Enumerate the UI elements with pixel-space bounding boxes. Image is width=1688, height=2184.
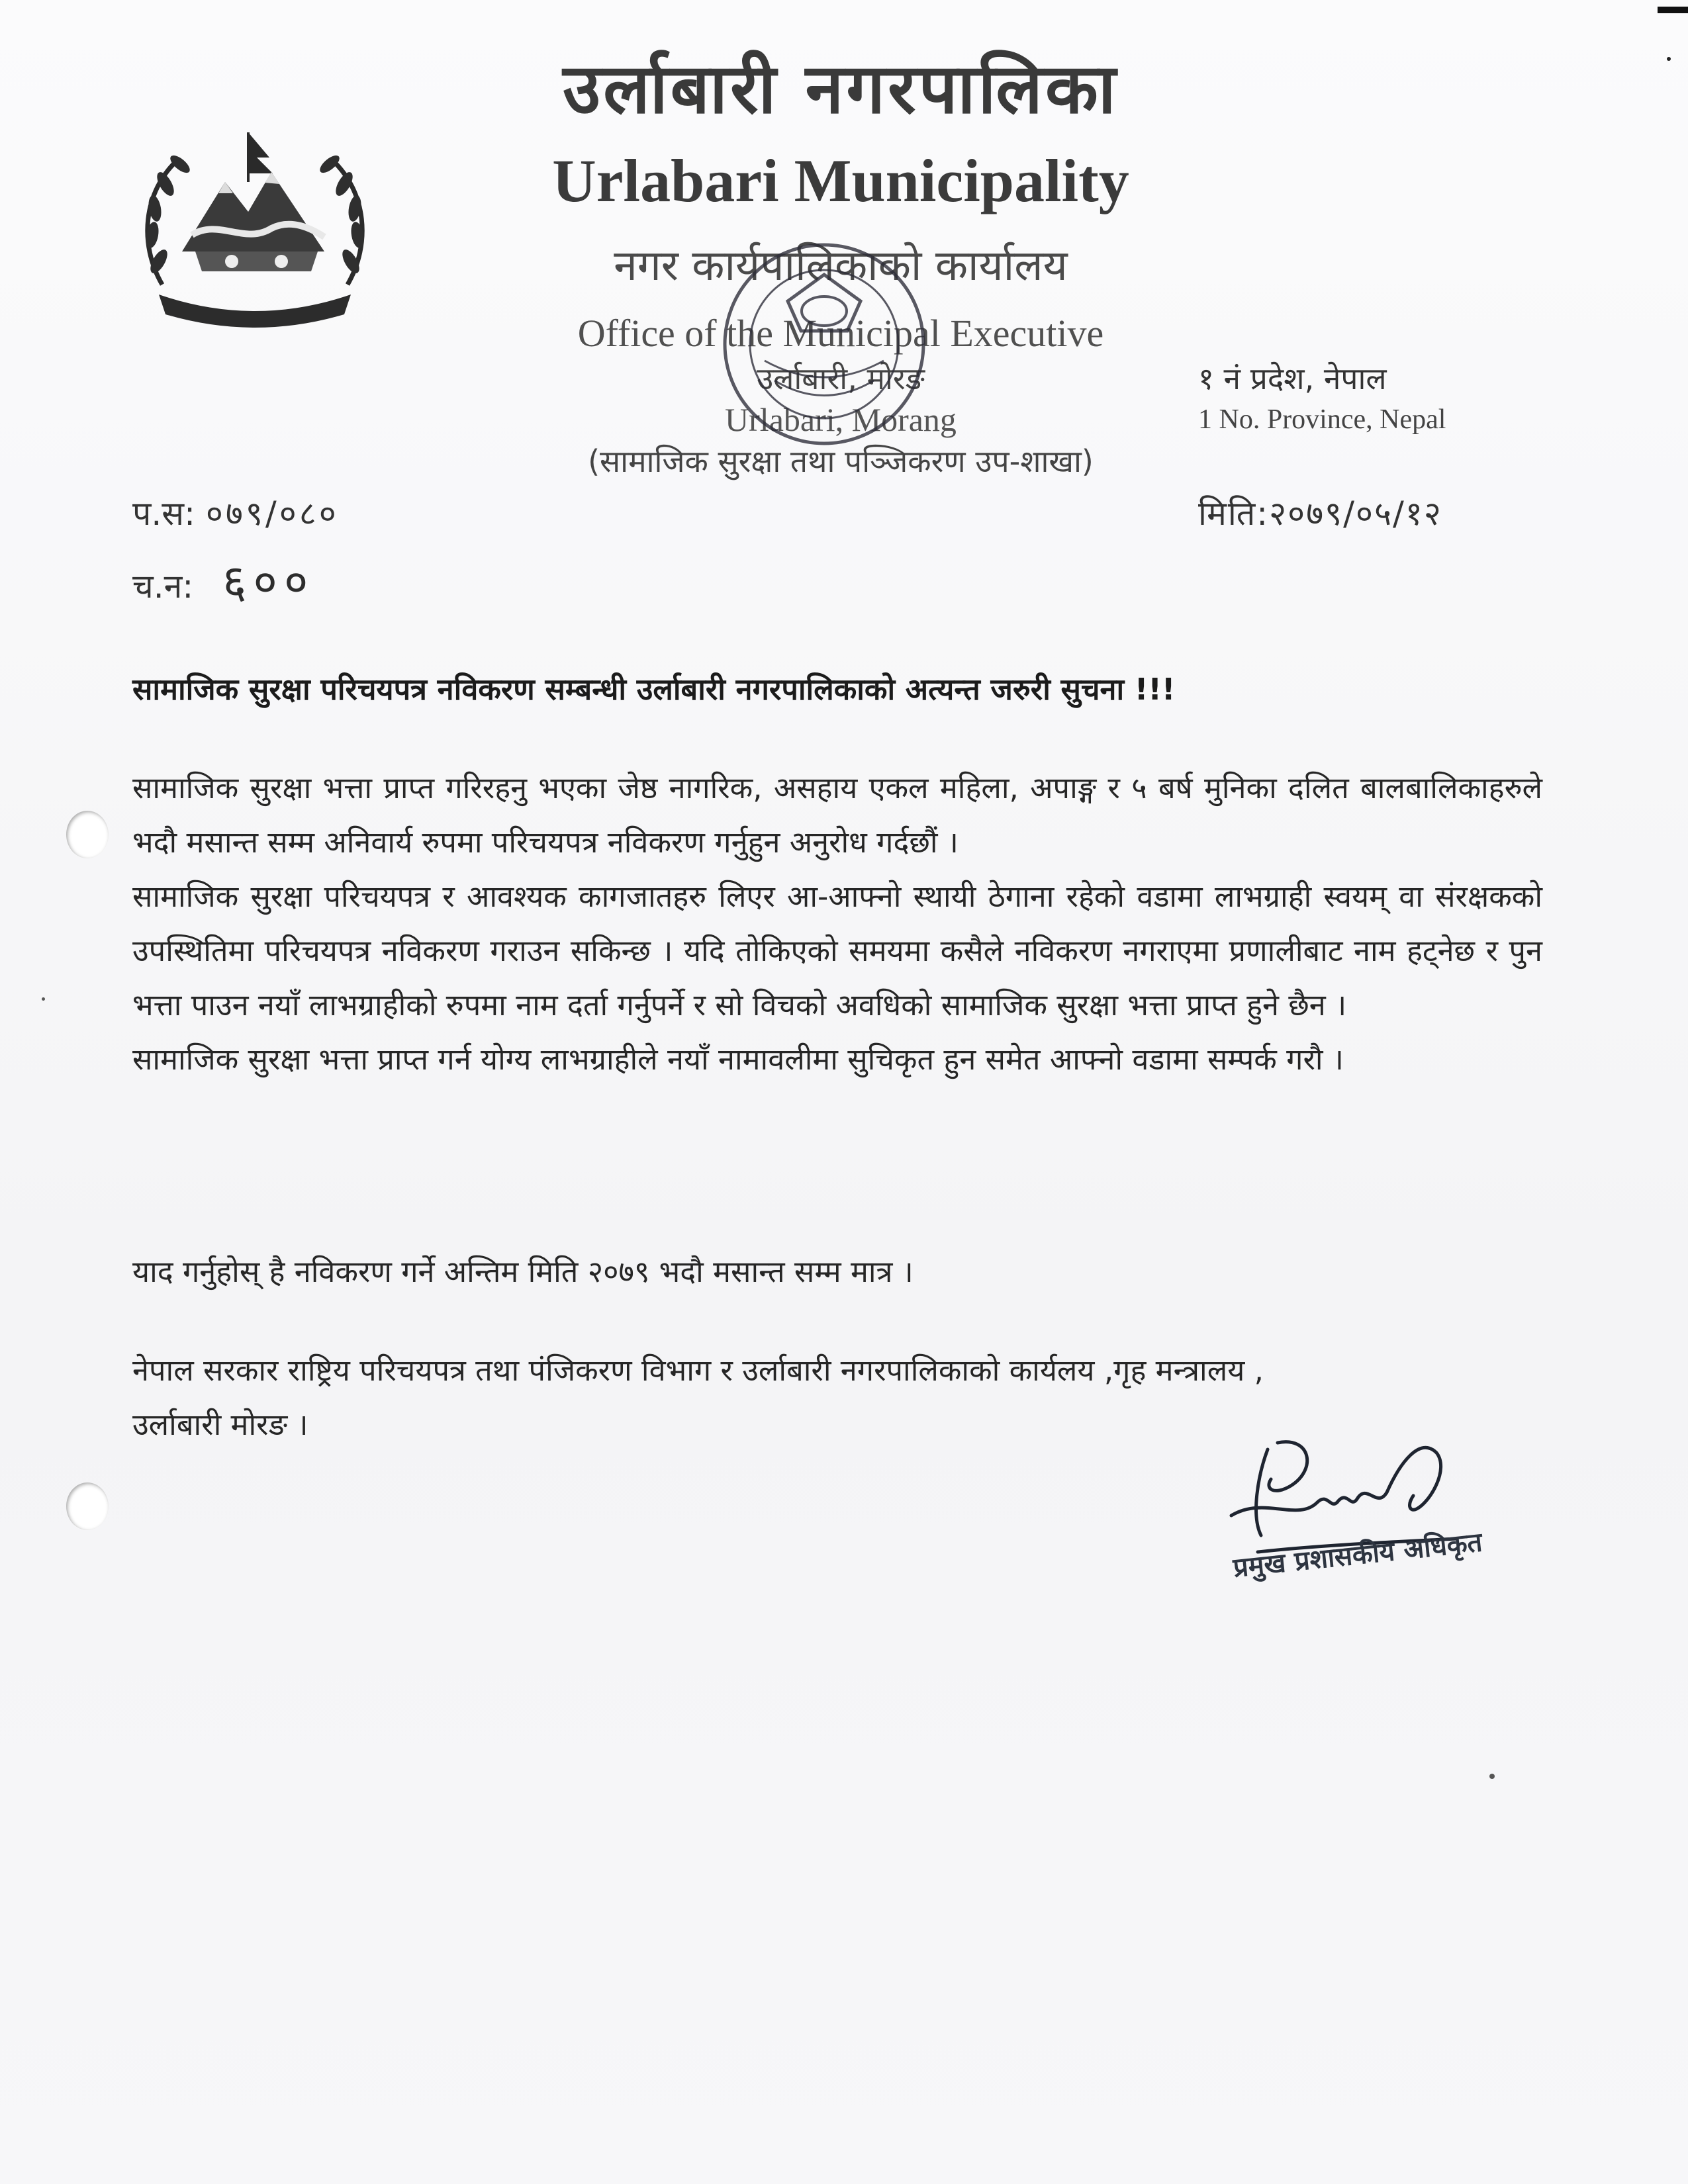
deadline-reminder: याद गर्नुहोस् है नविकरण गर्ने अन्तिम मिति २०७९ भदौ मसान्त सम्म मात्र । <box>132 1254 914 1289</box>
reference-number-row <box>132 490 339 535</box>
closing-line-1: नेपाल सरकार राष्ट्रिय परिचयपत्र तथा पंजिकरण विभाग र उर्लाबारी नगरपालिकाको कार्यलय ,गृह मन्त्रालय , <box>132 1353 1264 1388</box>
letter-date <box>1198 490 1442 535</box>
date-label: मिति: <box>1198 494 1270 533</box>
municipality-stamp-icon <box>715 238 933 450</box>
chalan-label: च.न: <box>132 567 194 606</box>
punch-hole-lower <box>66 1482 109 1530</box>
scan-speck <box>42 997 45 1001</box>
address-english: Urlabari, Morang <box>725 401 957 438</box>
signatory-title: प्रमुख प्रशासकीय अधिकृत <box>1231 1527 1484 1584</box>
address-nepali: उर्लाबारी, मोरङ <box>756 361 925 396</box>
chalan-value: ६०० <box>222 555 315 609</box>
office-name-english: Office of the Municipal Executive <box>577 312 1104 355</box>
punch-hole-upper <box>66 811 109 858</box>
body-paragraph-3: सामाजिक सुरक्षा भत्ता प्राप्त गर्न योग्य लाभग्राहीले नयाँ नामावलीमा सुचिकृत हुन समेत आफ्नो वडामा सम्पर्क गरौ । <box>132 1042 1344 1077</box>
ps-value: ०७९/०८० <box>205 494 339 533</box>
municipality-name-english: Urlabari Municipality <box>552 147 1129 214</box>
body-paragraph-2: सामाजिक सुरक्षा परिचयपत्र र आवश्यक कागजातहरु लिएर आ-आफ्नो स्थायी ठेगाना रहेको वडामा लाभग्राही स्वयम् वा संरक्षकको उपस्थितिमा परिचयपत्र नविकरण गराउन सकिन्छ । यदि तोकिएको समयमा कसैले नविकरण नगराएमा प्रणालीबाट नाम हट्नेछ र पुन भत्ता पाउन नयाँ लाभग्राहीको रुपमा नाम दर्ता गर्नुपर्ने र सो विचको अवधिको सामाजिक सुरक्षा भत्ता प्राप्त हुने छैन । <box>132 879 1542 1023</box>
closing-line-2: उर्लाबारी मोरङ । <box>132 1407 308 1442</box>
chalan-number-row <box>132 548 314 612</box>
sub-branch-name: (सामाजिक सुरक्षा तथा पञ्जिकरण उप-शाखा) <box>588 443 1094 479</box>
office-name-nepali: नगर कार्यपालिकाको कार्यालय <box>614 242 1068 291</box>
scan-speck <box>1489 1774 1495 1779</box>
province-nepali: १ नं प्रदेश, नेपाल <box>1198 361 1387 396</box>
scan-edge-dot <box>1667 57 1671 61</box>
notice-body <box>132 761 1542 1087</box>
scan-edge-mark <box>1658 7 1688 13</box>
ps-label: प.स: <box>132 494 195 533</box>
date-value: २०७९/०५/१२ <box>1269 494 1442 533</box>
body-paragraph-1: सामाजिक सुरक्षा भत्ता प्राप्त गरिरहनु भएका जेष्ठ नागरिक, असहाय एकल महिला, अपाङ्ग र ५ बर्ष मुनिका दलित बालबालिकाहरुले भदौ मसान्त सम्म अनिवार्य रुपमा परिचयपत्र नविकरण गर्नुहुन अनुरोध गर्दछौं । <box>132 770 1542 860</box>
municipality-name-nepali: उर्लाबारी नगरपालिका <box>563 48 1119 129</box>
province-english: 1 No. Province, Nepal <box>1198 404 1446 435</box>
notice-subject: सामाजिक सुरक्षा परिचयपत्र नविकरण सम्बन्धी उर्लाबारी नगरपालिकाको अत्यन्त जरुरी सुचना !!! <box>132 672 1176 707</box>
